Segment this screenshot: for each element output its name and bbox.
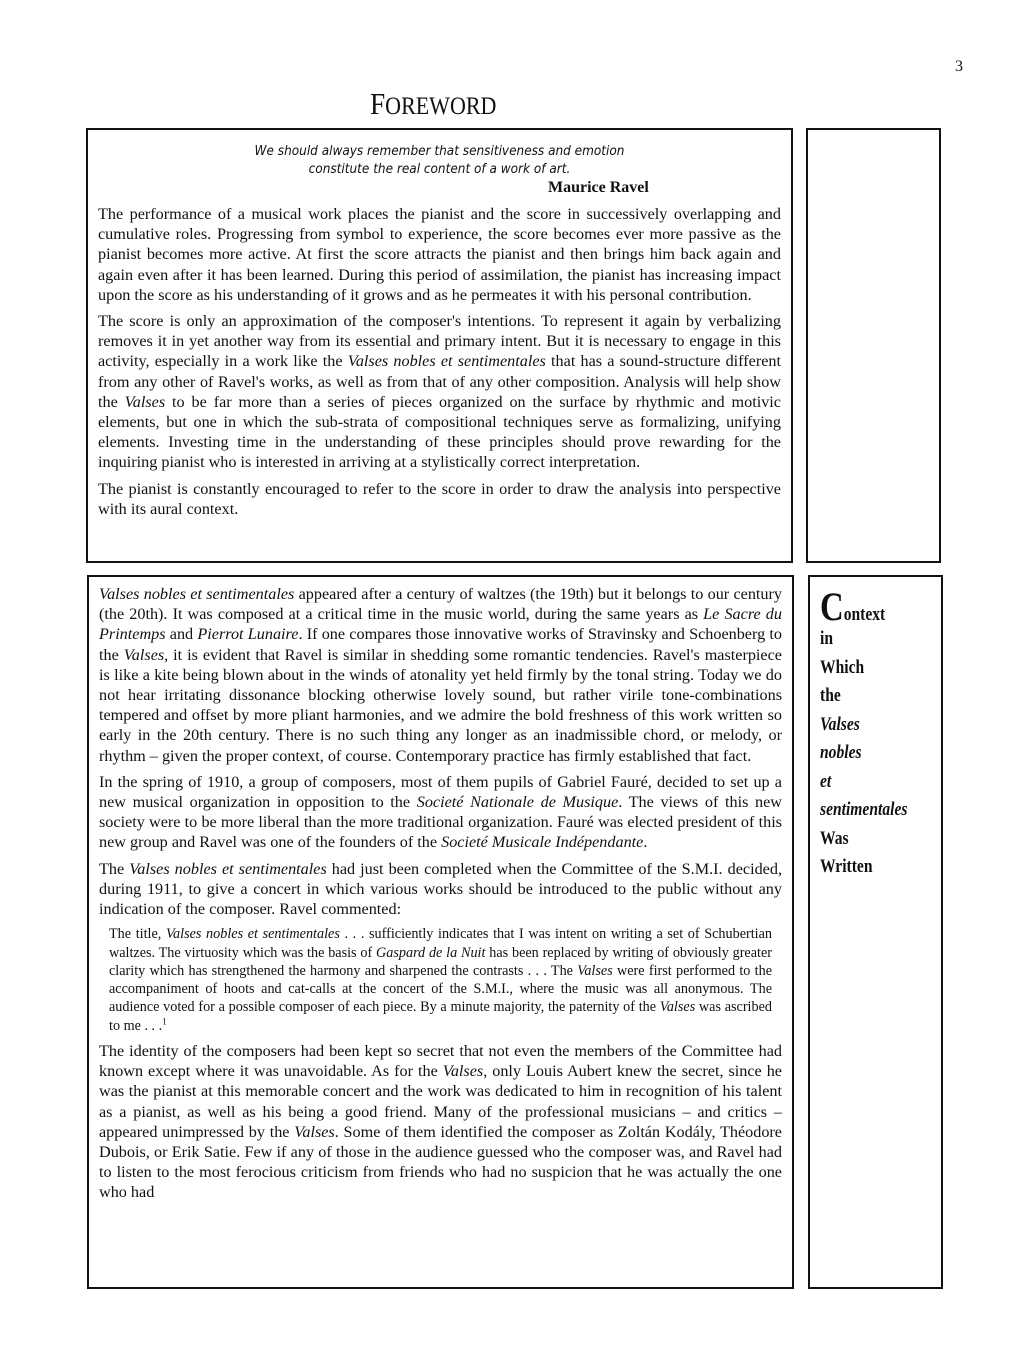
text-run: In the spring of 1910, a group of composers, most of them pupils of Gabriel Fauré, decided to set up a new musical organization in opposition to the [99, 772, 782, 812]
context-paragraph-2 [99, 772, 782, 853]
work-title: Gaspard de la Nuit [376, 944, 486, 961]
work-title: Pierrot Lunaire [197, 625, 299, 644]
ravel-quote [109, 925, 772, 1035]
text-run: was ascribed to me . . . [109, 999, 772, 1034]
epigraph [113, 143, 767, 179]
work-title: Valses [124, 392, 166, 411]
text-run: and [165, 625, 198, 644]
text-run: were first performed to the accompaniment of hoots and cat-calls at the concert of the S.M.I., where the music was all anonymous. The audience voted for a possible composer of each piece. By a minute majority, the paternity of the [109, 962, 773, 1016]
text-run: appeared after a century of waltzes (the 19th) but it belongs to our century (the 20th). It was composed at a critical time in the music world, during the same years as [99, 585, 782, 624]
context-box [87, 575, 794, 1289]
page-number: 3 [955, 58, 963, 75]
work-title: Valses [294, 1122, 335, 1141]
text-run: it is evident that Ravel is similar in shedding some romantic tendencies. Ravel's masterpiece is like a kite being blown about in the winds of atonality yet held firmly by the tonal string. Today we do not hear irritating dissonance blocking otherwise lovely sound, but rather virile tone-combinations tempered and offset by more pliant harmonies, and we admire the bold freshness of this work written so early in the 20th century. There is no such thing any longer as an inadmissible chord, or melody, or rhythm – given the proper context, of course. Contemporary practice has firmly established that fact. [99, 645, 782, 765]
text-run: , only Louis Aubert knew the secret, since he was the pianist at this memorable concert and the work was dedicated to him in recognition of his talent as a pianist, as well as his being a good friend. Many of the professional musicians – and critics – appeared unimpressed by the [99, 1062, 782, 1141]
work-title: Valses [442, 1062, 484, 1081]
text-run: . If one compares those innovative works of Stravinsky and Schoenberg to the [99, 625, 783, 664]
side-title-line-9: Was [820, 827, 849, 849]
foreword-paragraph-3: The pianist is constantly encouraged to refer to the score in order to draw the analysis into perspective with its aural context. [98, 479, 781, 518]
foreword-paragraph-1: The performance of a musical work places the pianist and the score in successively overlapping and cumulative roles. Progressing from symbol to experience, the score becomes ever more passive as the pianist becomes more active. At first the score attracts the pianist and then brings him back again and again even after it has been learned. During this period of assimilation, the pianist has increasing impact upon the score as his understanding of it grows and as he permeates it with his personal contribution. [98, 205, 781, 304]
context-body [99, 584, 782, 1209]
side-title-line-6: nobles [820, 742, 862, 763]
side-title-line-1 [820, 584, 907, 629]
foreword-side-box [806, 128, 941, 563]
text-run: The [99, 859, 130, 878]
work-title: Valses nobles et sentimentales [165, 926, 340, 943]
foreword-title [370, 86, 496, 122]
work-title: Valses [577, 962, 613, 979]
drop-cap: C [820, 584, 844, 629]
side-title-line-10: Written [820, 856, 873, 877]
side-title-line-2: in [820, 628, 834, 649]
context-paragraph-4 [99, 1041, 782, 1203]
text-run: The title, [109, 926, 166, 943]
text-run: that has a sound-structure different from any other of Ravel's works, as well as from that of any other composition. Analysis will help show the [98, 352, 782, 411]
work-title: Valses nobles et sentimentales [347, 352, 546, 371]
side-title-line-3: Which [820, 656, 865, 678]
text-run: had just been completed when the Committee of the S.M.I. decided, during 1911, to give a concert in which various works should be introduced to the public without any indication of the composer. Ravel commented: [99, 859, 782, 919]
text-run: . [643, 833, 648, 852]
foreword-body [98, 204, 781, 525]
text-run: to be far more than a series of pieces organized on the surface by rhythmic and motivic elements, but one in which the sub-strata of compositional techniques serve as formalizing, unifying elements. Investing time in the understanding of these principles should prove rewarding for the inquiring pianist who is interested in arriving at a stylistically correct interpretation. [98, 392, 781, 472]
work-title: Le Sacre du Printemps [99, 605, 782, 644]
context-section-title [820, 584, 908, 882]
context-paragraph-1 [99, 584, 782, 766]
text-run: . Some of them identified the composer as Zoltán Kodály, Théodore Dubois, or Erik Satie. Few if any of those in the audience guessed who the composer was, and Ravel had to listen to the most ferocious criticism from friends who had no suspicion that he was actually the one who had [99, 1122, 782, 1202]
context-side-box [808, 575, 943, 1289]
text-run: The score is only an approximation of the composer's intentions. To represent it again by verbalizing removes it in yet another way from its essential and primary intent. But it is necessary to engage in this activity, especially in a work like the [98, 312, 781, 371]
organization-name: Societé Musicale Indépendante [441, 833, 644, 852]
epigraph-line-2: constitute the real content of a work of art. [308, 162, 571, 177]
work-title: Valses nobles et sentimentales [129, 859, 327, 878]
work-title: Valses nobles et sentimentales [99, 585, 295, 603]
context-paragraph-3 [99, 859, 782, 920]
foreword-paragraph-2 [98, 311, 781, 473]
foreword-title-initial: F [370, 86, 386, 121]
footnote-marker: 1 [162, 1016, 167, 1026]
epigraph-line-1: We should always remember that sensitiveness and emotion [254, 144, 625, 159]
foreword-box [86, 128, 793, 563]
work-title: Valses [659, 999, 696, 1016]
side-title-line-5: Valses [820, 713, 860, 735]
text-run: has been replaced by writing of obviously greater clarity which has strengthened the harmony and sharpened the contrasts . . . The [109, 944, 772, 979]
work-title: Valses, [123, 645, 169, 664]
side-title-text: ontext [843, 604, 886, 625]
text-run: The identity of the composers had been kept so secret that not even the members of the Committee had known except where it was unavoidable. As for the [99, 1042, 782, 1081]
side-title-line-4: the [820, 685, 841, 706]
foreword-title-rest: OREWORD [385, 93, 497, 120]
epigraph-author: Maurice Ravel [548, 179, 649, 196]
text-run: . The views of this new society were to be more liberal than the more traditional organization. Fauré was elected president of this new group and Ravel was one of the founders of the [99, 793, 782, 852]
text-run: . . . sufficiently indicates that I was intent on writing a set of Schubertian waltzes. The virtuosity which was the basis of [109, 926, 772, 961]
side-title-line-7: et [820, 770, 832, 792]
organization-name: Societé Nationale de Musique [416, 793, 619, 812]
side-title-line-8: sentimentales [820, 799, 908, 820]
